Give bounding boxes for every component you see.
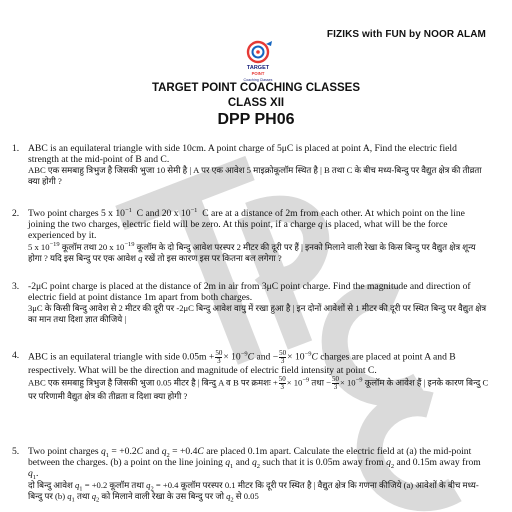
question-english: ABC is an equilateral triangle with side 10cm. A point charge of 5μC is placed at point A, Find the electric field strength at the mid-point of B and C. xyxy=(28,143,457,166)
svg-text:POINT: POINT xyxy=(251,71,265,76)
question-hindi: दो बिन्दु आवेश $q_1 = +0.2$ कूलॉम तथा $q_2 = +0.4$ कूलॉम परस्पर 0.1 मीटर कि दूरी पर स्थित है | वैद्युत क्षेत्र कि गणना कीजिये (a) आवेशों के बीच मध्य-बिन्दु पर (b) $q_1$ तथा $q_2$ को मिलाने वाली रेखा के उस बिन्दु पर जो $q_2$ से 0.05 xyxy=(28,479,479,504)
question-number: 4. xyxy=(12,350,20,361)
question-number: 3. xyxy=(12,281,20,292)
brand-title: FIZIKS with FUN by NOOR ALAM xyxy=(326,29,486,40)
question-hindi: 5 x $10^{-19}$ कूलॉम तथा 20 x $10^{-19}$ कूलॉम के दो बिन्दु आवेश परस्पर 2 मीटर की दूरी पर हैं | इनको मिलाने वाली रेखा के किस बिन्दु पर वैद्युत क्षेत्र शून्य होगा ? यदि इस बिन्दु पर एक आवेश q रखें तो इस कारण इस पर कितना बल लगेगा ? xyxy=(28,240,476,263)
svg-text:Coaching Classes: Coaching Classes xyxy=(243,78,273,82)
question-english: Two point charges 5 x $10^{-1}$ C and 20 x $10^{-1}$ C are at a distance of 2m from each other. At which point on the line joining the two charges, electric field will be zero. At this point, if a charge q is placed, what will be the force experienced by it. xyxy=(28,206,465,242)
question-3 xyxy=(12,281,490,325)
question-english: -2μC point charge is placed at the distance of 2m in air from 3μC point charge. Find the magnitude and direction of electric field at point distance 1m apart from both charges. xyxy=(28,281,471,304)
question-english: ABC is an equilateral triangle with side 0.05m + $\frac{50}{3}$ × $10^{-9}C$ and − $\frac{50}{3}$ × $10^{-9}C$ charges are placed at point A and B respectively. What will be the direction and magnitude of electric field intensity at point C. xyxy=(28,349,456,376)
institute-logo xyxy=(236,40,280,86)
question-4 xyxy=(12,349,490,402)
dpp-code: DPP PH06 xyxy=(217,111,295,128)
question-number: 1. xyxy=(12,143,20,154)
class-label: CLASS XII xyxy=(227,97,285,109)
question-hindi: ABC एक समबाहु त्रिभुज है जिसकी भुजा 10 सेमी है | A पर एक आवेश 5 माइक्रोकूलॉम स्थित है | B तथा C के बीच मध्य-बिन्दु पर वैद्युत क्षेत्र की तीव्रता क्या होगी ? xyxy=(28,165,482,187)
question-number: 2. xyxy=(12,208,20,219)
question-hindi: 3μC के किसी बिन्दु आवेश से 2 मीटर की दूरी पर -2μC बिन्दु आवेश वायु में रखा हुआ है | इन दोनों आवेशों से 1 मीटर की दूरी पर स्थित बिन्दु पर वैद्युत क्षेत्र का मान तथा दिशा ज्ञात कीजिये | xyxy=(28,303,487,325)
question-english: Two point charges $q_1 = +0.2C$ and $q_2 = +0.4C$ are placed 0.1m apart. Calculate the electric field at (a) the mid-point between the charges. (b) a point on the line joining $q_1$ and $q_2$ such that it is 0.05m away from $q_2$ and 0.15m away from $q_1$. xyxy=(28,446,481,482)
institute-name: TARGET POINT COACHING CLASSES xyxy=(151,82,361,94)
question-number: 5. xyxy=(12,446,20,457)
question-2 xyxy=(12,206,490,264)
question-hindi: ABC एक समबाहु त्रिभुज है जिसकी भुजा 0.05 मीटर है | बिन्दु A व B पर क्रमशः + $\frac{50}{3}$ × $10^{-9}$ तथा − $\frac{50}{3}$ × $10^{-9}$ कूलॉम के आवेश हैं | इनके कारण बिन्दु C पर परिणामी वैद्युत क्षेत्र की तीव्रता व दिशा क्या होगी ? xyxy=(28,375,489,402)
svg-text:TARGET: TARGET xyxy=(246,65,270,71)
question-5 xyxy=(12,446,490,504)
question-1 xyxy=(12,143,490,187)
watermark-text: TPCC xyxy=(0,0,3,1)
